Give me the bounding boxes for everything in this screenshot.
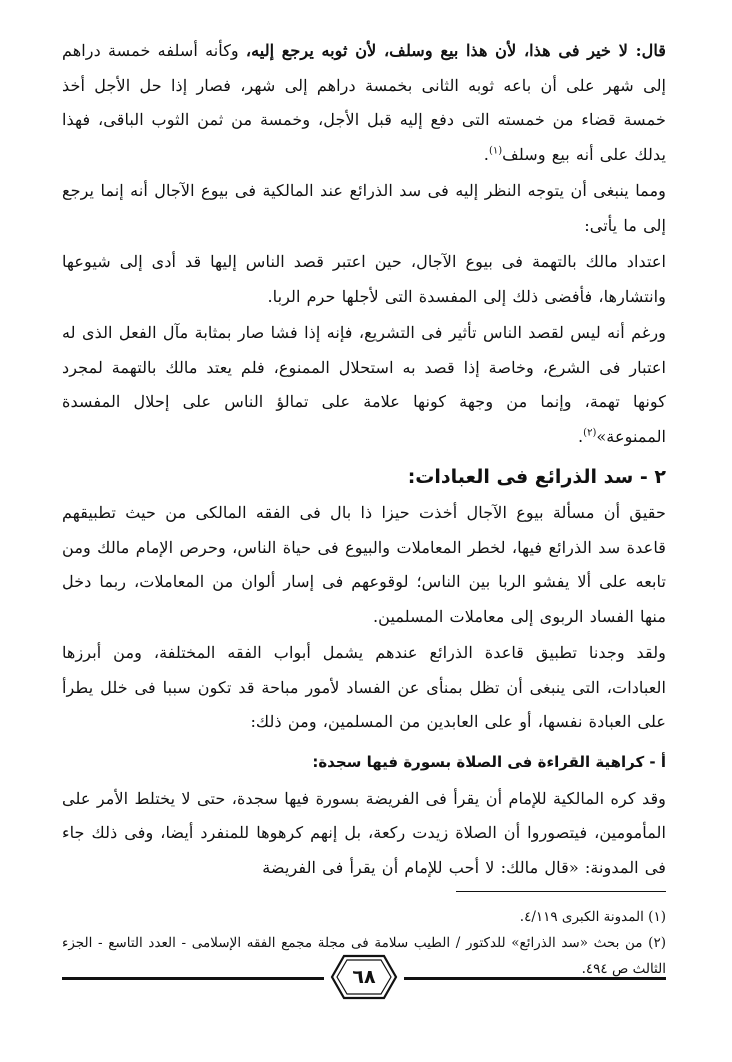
paragraph-4 — [62, 316, 666, 454]
paragraph-1-end: . — [483, 144, 489, 164]
paragraph-1 — [62, 34, 666, 172]
paragraph-4-end: . — [578, 426, 584, 446]
footer-rule-right — [404, 977, 666, 980]
paragraph-4-text: ورغم أنه ليس لقصد الناس تأثير فى التشريع، فإنه إذا فشا صار بمثابة مآل الفعل الذى له اعتبار فى الشرع، وخاصة إذا قصد به استحلال الممنوع، فلم يعتد مالك بالتهمة لمجرد كونها تهمة، وإنما من وجهة كونها علامة على تمالؤ الناس على إحلال المفسدة الممنوعة» — [62, 323, 666, 446]
paragraph-6: ولقد وجدنا تطبيق قاعدة الذرائع عندهم يشمل أبواب الفقه المختلفة، ومن أبرزها العبادات، التى ينبغى أن تظل بمنأى عن الفساد لأمور مباحة قد تكون سببا فى خلل يطرأ على العبادة نفسها، أو على العابدين من المسلمين، ومن ذلك: — [62, 643, 666, 731]
page-footer — [62, 948, 666, 1008]
paragraph-1-lead: قال: لا خير فى هذا، لأن هذا بيع وسلف، لأن ثوبه يرجع إليه، — [245, 41, 667, 60]
paragraph-2: ومما ينبغى أن يتوجه النظر إليه فى سد الذرائع عند المالكية فى بيوع الآجال أنه إنما يرجع إلى ما يأتى: — [62, 181, 666, 235]
footer-rule-left — [62, 977, 324, 980]
page-number: ٦٨ — [352, 966, 376, 988]
paragraph-3: اعتداد مالك بالتهمة فى بيوع الآجال، حين اعتبر قصد الناس إليها قد أدى إلى شيوعها وانتشارها، فأفضى ذلك إلى المفسدة التى لأجلها حرم الربا. — [62, 252, 666, 306]
footnote-reference-2[interactable]: (٢) — [583, 427, 597, 439]
paragraph-1-text: وكأنه أسلفه خمسة دراهم إلى شهر على أن باعه ثوبه الثانى بخمسة دراهم إلى شهر، فصار إذا حل الأجل أخذ خمسة قضاء من خمسته التى دفع إليه قبل الأجل، وخمسة من ثمن الثوب الباقى، فهذا يدلك على أنه بيع وسلف — [62, 41, 666, 164]
footnote-reference-1[interactable]: (١) — [488, 145, 503, 157]
section-heading-worship: ٢ - سد الذرائع فى العبادات: — [407, 466, 666, 488]
footnote-divider — [456, 891, 666, 892]
page-number-frame — [330, 954, 398, 1000]
paragraph-7: وقد كره المالكية للإمام أن يقرأ فى الفريضة بسورة فيها سجدة، حتى لا يختلط الأمر على المأمومين، فيتصوروا أن الصلاة زيدت ركعة، بل إنهم كرهوها للمنفرد أيضا، وفى ذلك جاء فى المدونة: «قال مالك: لا أحب للإمام أن يقرأ فى الفريضة — [62, 788, 666, 877]
footnote-2: (٢) من بحث «سد الذرائع» للدكتور / الطيب سلامة فى مجلة مجمع الفقه الإسلامى - العدد التاسع - الجزء الثالث ص ٤٩٤. — [62, 935, 666, 977]
subheading-prayer-prostration: أ - كراهية القراءة فى الصلاة بسورة فيها سجدة: — [312, 752, 666, 771]
footnote-1: (١) المدونة الكبرى ٤/١١٩. — [519, 909, 666, 925]
page-body — [62, 34, 666, 982]
paragraph-5: حقيق أن مسألة بيوع الآجال أخذت حيزا ذا بال فى الفقه المالكى من حيث تطبيقهم قاعدة سد الذرائع فيها، لخطر المعاملات والبيوع فى حياة الناس، وحرص الإمام مالك ومن تابعه على ألا يفشو الربا بين الناس؛ لوقوعهم فى إسار ألوان من المعاملات، ربما دخل منها الفساد الربوى إلى معاملات المسلمين. — [62, 503, 666, 626]
